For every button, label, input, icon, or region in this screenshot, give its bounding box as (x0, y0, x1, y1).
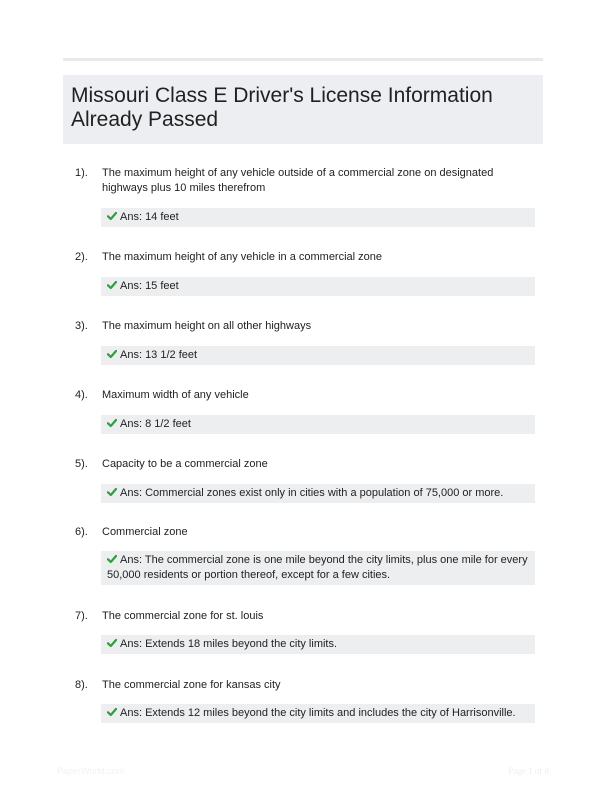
question-number: 7). (75, 610, 88, 622)
checkmark-icon (107, 418, 117, 428)
question-text: The commercial zone for kansas city (102, 679, 281, 691)
question-number: 5). (75, 458, 88, 470)
answer-box (101, 346, 535, 365)
top-divider (63, 58, 543, 61)
title-banner (63, 75, 543, 144)
answer-box (101, 277, 535, 296)
question-text: The maximum height of any vehicle outside of a commercial zone on designated highways plus 10 miles therefrom (102, 167, 494, 194)
answer-box (101, 635, 535, 654)
question-text: Commercial zone (102, 526, 188, 538)
checkmark-icon (107, 211, 117, 221)
answer-box (101, 208, 535, 227)
checkmark-icon (107, 280, 117, 290)
question-number: 1). (75, 167, 88, 179)
question-number: 4). (75, 389, 88, 401)
page-number: Page 1 of 8 (508, 766, 549, 776)
question-number: 6). (75, 526, 88, 538)
answer-text: Ans: Extends 18 miles beyond the city limits. (120, 638, 338, 650)
answer-text: Ans: The commercial zone is one mile beyond the city limits, plus one mile for every 50,000 residents or portion thereof, except for a few cities. (107, 554, 528, 581)
checkmark-icon (107, 487, 117, 497)
answer-text: Ans: 15 feet (120, 280, 179, 292)
question-text: The maximum height on all other highways (102, 320, 312, 332)
answer-box (101, 704, 535, 723)
question-text: Capacity to be a commercial zone (102, 458, 268, 470)
checkmark-icon (107, 554, 117, 564)
answer-text: Ans: 13 1/2 feet (120, 349, 198, 361)
page-title: Missouri Class E Driver's License Information Already Passed (71, 84, 493, 131)
question-number: 8). (75, 679, 88, 691)
checkmark-icon (107, 638, 117, 648)
answer-text: Ans: Extends 12 miles beyond the city limits and includes the city of Harrisonville. (120, 707, 516, 719)
answer-box (101, 415, 535, 434)
answer-text: Ans: 8 1/2 feet (120, 418, 191, 430)
footer-watermark: PaperWorld.com (57, 766, 124, 776)
question-number: 2). (75, 251, 88, 263)
question-text: Maximum width of any vehicle (102, 389, 249, 401)
answer-text: Ans: 14 feet (120, 211, 179, 223)
question-number: 3). (75, 320, 88, 332)
question-text: The commercial zone for st. louis (102, 610, 264, 622)
answer-text: Ans: Commercial zones exist only in cities with a population of 75,000 or more. (120, 487, 504, 499)
answer-box (101, 551, 535, 585)
checkmark-icon (107, 707, 117, 717)
checkmark-icon (107, 349, 117, 359)
answer-box (101, 484, 535, 503)
question-text: The maximum height of any vehicle in a commercial zone (102, 251, 383, 263)
